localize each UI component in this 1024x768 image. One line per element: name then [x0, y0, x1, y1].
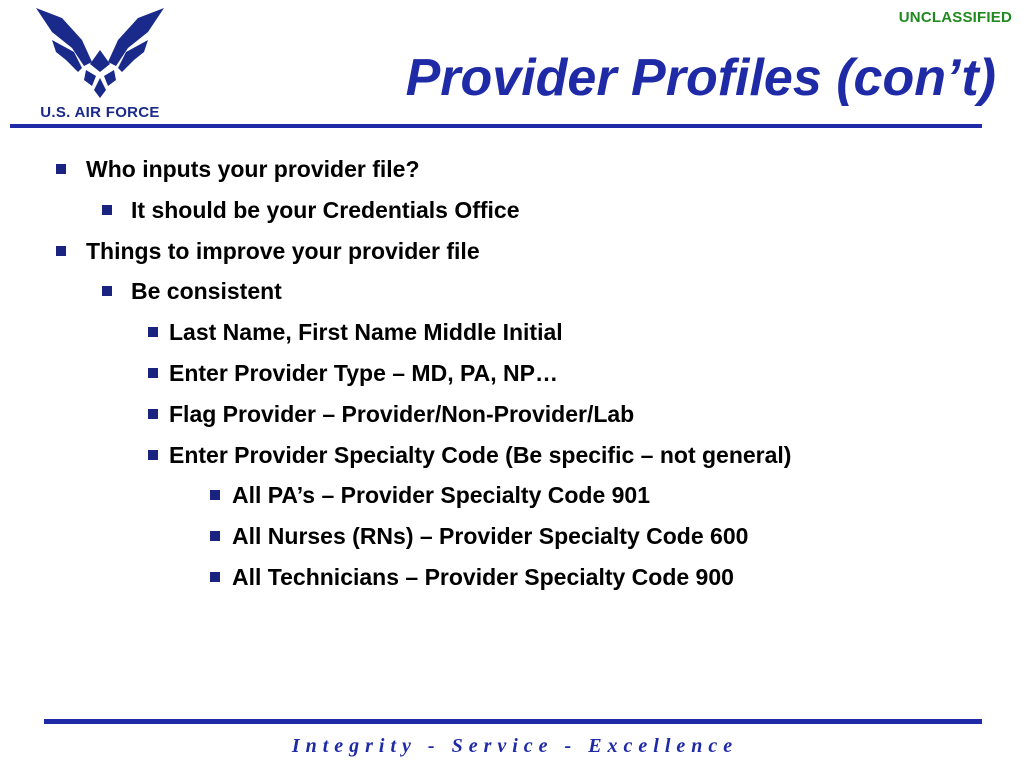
- bullet-item: [0, 315, 1024, 356]
- square-bullet-icon: [102, 286, 112, 296]
- square-bullet-icon: [210, 572, 220, 582]
- bullet-text: Be consistent: [131, 278, 282, 305]
- square-bullet-icon: [210, 490, 220, 500]
- bullet-text: It should be your Credentials Office: [131, 196, 520, 223]
- bullet-list: [0, 152, 1024, 601]
- bullet-text: Who inputs your provider file?: [86, 156, 420, 182]
- footer-motto: Integrity - Service - Excellence: [291, 735, 739, 757]
- bullet-item: [0, 519, 1024, 560]
- bullet-item: [0, 560, 1024, 601]
- bullet-text: Flag Provider – Provider/Non-Provider/Lab: [169, 400, 635, 427]
- square-bullet-icon: [148, 450, 158, 460]
- bullet-text: Enter Provider Type – MD, PA, NP…: [169, 359, 558, 386]
- bullet-item: [0, 478, 1024, 519]
- title-divider: [10, 124, 982, 128]
- square-bullet-icon: [148, 327, 158, 337]
- square-bullet-icon: [56, 164, 66, 174]
- bullet-text: Last Name, First Name Middle Initial: [169, 319, 563, 346]
- bullet-item: [0, 193, 1024, 234]
- bullet-text: Enter Provider Specialty Code (Be specific – not general): [169, 441, 792, 468]
- bullet-text: All Nurses (RNs) – Provider Specialty Code 600: [232, 523, 749, 550]
- square-bullet-icon: [56, 246, 66, 256]
- bullet-item: [0, 438, 1024, 479]
- footer-divider: [44, 719, 982, 724]
- classification-label: UNCLASSIFIED: [898, 9, 1012, 26]
- bullet-item: [0, 356, 1024, 397]
- bullet-text: All Technicians – Provider Specialty Code 900: [232, 563, 734, 590]
- bullet-text: All PA’s – Provider Specialty Code 901: [232, 482, 651, 509]
- square-bullet-icon: [102, 205, 112, 215]
- bullet-text: Things to improve your provider file: [86, 237, 480, 264]
- square-bullet-icon: [148, 409, 158, 419]
- bullet-item: [0, 152, 1024, 193]
- air-force-symbol-icon: [22, 6, 178, 104]
- slide-title: Provider Profiles (con’t): [405, 49, 996, 107]
- air-force-logo: [22, 6, 178, 124]
- square-bullet-icon: [210, 531, 220, 541]
- bullet-item: [0, 234, 1024, 275]
- logo-text: U.S. AIR FORCE: [40, 104, 160, 121]
- bullet-item: [0, 397, 1024, 438]
- square-bullet-icon: [148, 368, 158, 378]
- bullet-item: [0, 274, 1024, 315]
